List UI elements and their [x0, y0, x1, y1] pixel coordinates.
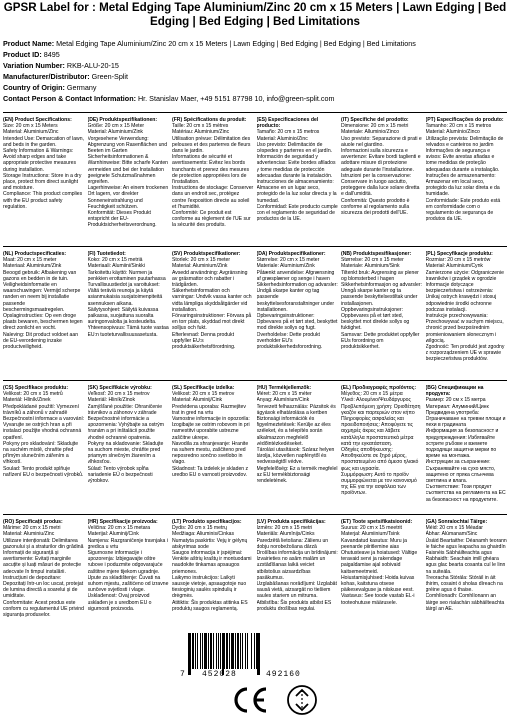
language-body: Suurus: 20 cm x 15 meetrit Materjal: Alumiinium/Tsink Kavandatud kasutus: Muru ja peenarde piiritlemine aias Ohutusteave ja hoiatused: Vältige teravaid servi ja rakendage paigaldamise ajal sobivaid kaitsemeetmeid. Hoiustamisjuhised: Hoida kuivas kohas, kaitstuna otsese päikesevalguse ja niiskuse eest. Vastavus: See toode vastab EL-i tooteohutuse määrusele. [341, 525, 418, 606]
language-heading: (EL) Προδιαγραφές προϊόντος: [341, 385, 417, 391]
language-body: Dimensione: 20 cm x 15 metri Materiale: Alluminio/Zinco Uso previsto: Separazione di prati e aiuole nel giardino. Informazioni sulla sicurezza e avvertenze: Evitare bordi taglienti e adottare misure di protezione adeguate durante l'installazione. Istruzioni per la conservazione: Conservare in luogo asciutto, proteggere dalla luce solare diretta e dall'umidità. Conformità: Questo prodotto è conforme al regolamento sulla sicurezza dei prodotti dell'UE. [341, 123, 422, 217]
language-block [257, 519, 339, 636]
language-body: Tamanho: 20 cm x 15 metros Material: Alumínio/Zinco Utilização prevista: Delimitação de relvados e canteiros no jardim Informações de segurança e avisos: Evite arestas afiadas e tome medidas de proteção adequadas durante a instalação. Instruções de armazenamento: Armazenar em local seco, protegido da luz solar direta e da humidade. Conformidade: Este produto está em conformidade com o regulamento de segurança de produtos da UE. [425, 123, 504, 223]
product-info-label: Manufacturer/Distributor: [3, 72, 90, 81]
language-heading: (NB) Produktspesifikasjoner: [341, 251, 412, 257]
label-title: GPSR Label for : Metal Edging Tape Aluminium/Zinc 20 cm x 15 Meters | Lawn Edging | Bed Edging | Bed Edging | Bed Limitations [3, 1, 507, 28]
language-body: Veľkosť: 20 cm x 15 metrov Materiál: Hliník/Zinok Zamýšľané použitie: Ohraničenie trávnikov a záhonov v záhrade Bezpečnostné informácie a upozornenia: Vyhýbajte sa ostrým hranám a pri inštalácii použite vhodné ochranné opatrenia. Pokyny na skladovanie: Skladujte na suchom mieste, chráňte pred priamym slnečným žiarením a vlhkosťou. Súlad: Tento výrobok spĺňa nariadenie EÚ o bezpečnosti výrobkov. [87, 391, 165, 485]
language-block [341, 251, 423, 380]
product-info-line [3, 49, 510, 60]
language-body: Rozmiar: 20 cm x 15 metrów Materiał: Aluminium/Cynk Zamierzone użycie: Odgraniczenie trawników i grządek w ogrodzie Informacje dotyczące bezpieczeństwa i ostrzeżenia: Unikaj ostrych krawędzi i stosuj odpowiednie środki ochronne podczas instalacji. Instrukcje przechowywania: Przechowywać w suchym miejscu, chronić przed bezpośrednim promieniowaniem słonecznym i wilgocią. Zgodność: Ten produkt jest zgodny z rozporządzeniem UE w sprawie bezpieczeństwa produktów. [425, 257, 505, 363]
language-body: Størrelse: 20 cm x 15 meter Materiale: Aluminium/Zink Påtænkt anvendelse: Afgrænsning af græsplæner og senge i haven Sikkerhedsinformation og advarsler: Undgå skarpe kanter og tag passende beskyttelsesforanstaltninger under installationen. Opbevaringsinstruktioner: Opbevares på et tørt sted, beskyttet mod direkte sollys og fugt. Overholdelse: Dette produkt overholder EU's produktsikkerhedsforordning. [256, 257, 338, 351]
product-info-label: Product ID: [3, 50, 42, 59]
language-block [341, 519, 423, 636]
language-body: Размер: 20 см x 15 метра Материал: Алуминий/Цинк Предвидена употреба: Ограничаване на тревни площи и лехи в градината Информация за безопасност и предупреждения: Избягвайте острите ръбове и вземете подходящи защитни мерки по време на монтажа. Инструкции за съхранение: Съхранявайте на сухо място, защитено от пряка слънчева светлина и влага. Съответствие: Този продукт съответства на регламента на ЕС за безопасност на продуктите. [425, 397, 506, 503]
language-body: Size: 20 cm x 15 Meters Material: Aluminium/Zinc Intended Use: Demarcation of lawn, and beds in the garden. Safety Information & Warnings: Avoid sharp edges and take appropriate protective measures during installation. Storage Instructions: Store in a dry place, protect from direct sunlight and moisture. Compliance: This product complies with the EU product safety regulation. [3, 123, 84, 210]
product-info [3, 38, 510, 104]
product-info-value: 8495 [43, 50, 60, 59]
compliance-marks [230, 684, 320, 718]
ce-mark-icon [230, 684, 270, 716]
language-block [257, 251, 339, 380]
language-body: Velikost: 20 cm x 15 metrů Materiál: Hliník/Zinek Předpokládané použití: Vymezení trávníků a záhonů v zahradě Bezpečnostní informace a varování: Vyvarujte se ostrých hran a při instalaci použijte vhodná ochranná opatření. Pokyny pro skladování: Skladujte na suchém místě, chraňte před přímým slunečním zářením a vlhkostí. Soulad: Tento produkt splňuje nařízení EU o bezpečnosti výrobků. [3, 391, 85, 478]
language-heading: (IT) Specifiche del prodotto: [341, 117, 409, 123]
language-heading: (ES) Especificaciones del producto: [256, 117, 319, 130]
language-heading: (SK) Špecifikácie výrobku: [87, 385, 152, 391]
language-body: Tamaño: 20 cm x 15 metros Material: Aluminio/Zinc Uso previsto: Delimitación de céspedes y parterres en el jardín. Información de seguridad y advertencias: Evite bordes afilados y tome medidas de protección adecuadas durante la instalación. Instrucciones de almacenamiento: Almacene en un lugar seco, protegido de la luz solar directa y la humedad. Conformidad: Este producto cumple con el reglamento de seguridad de productos de la UE. [256, 129, 338, 223]
product-info-line [3, 60, 510, 71]
language-heading: (BG) Спецификации на продукта: [425, 385, 484, 398]
language-row [0, 113, 510, 246]
barcode-bars [188, 633, 322, 671]
language-block [172, 251, 254, 380]
language-block [426, 519, 508, 636]
product-info-line [3, 38, 510, 49]
language-block [341, 385, 423, 514]
language-heading: (NL) Productspecificaties: [3, 251, 67, 257]
language-block [426, 251, 508, 380]
product-info-label: Variation Number: [3, 61, 65, 70]
recycle-icon [286, 684, 318, 716]
language-heading: (LV) Produkta specifikācijas: [256, 519, 326, 525]
language-heading: (FI) Tuotetiedot: [87, 251, 126, 257]
language-body: Méret: 20 cm x 15 méter Anyag: Alumínium/Cink Tervezett felhasználás: Pázsitok és ágyások elhatárolása a kertben Biztonsági információk és figyelmeztetések: Kerülje az éles széleket, és a telepítés során alkalmazzon megfelelő védőintézkedéseket. Tárolási utasítások: Száraz helyen tárolja, közvetlen napfénytől és nedvességtől védve. Megfelelőség: Ez a termék megfelel az EU termékbiztonsági rendeletének. [256, 391, 338, 485]
language-block [88, 519, 170, 636]
language-row [0, 515, 510, 636]
language-block [3, 117, 85, 246]
language-heading: (HU) Termékjellemzők: [256, 385, 312, 391]
language-heading: (RO) Specificații produs: [3, 519, 63, 525]
language-body: Storlek: 20 cm x 15 meter Material: Aluminium/Zink Avsedd användning: Avgränsning av gräsmattor och rabatter i trädgården. Säkerhetsinformation och varningar: Undvik vassa kanter och vidta lämpliga skyddsåtgärder vid installation. Förvaringsinstruktioner: Förvara på en torr plats, skyddad mot direkt solljus och fukt. Efterlevnad: Denna produkt uppfyller EU:s produktsäkerhetsförordning. [172, 257, 252, 351]
language-block [172, 519, 254, 636]
ean-barcode [180, 633, 330, 685]
language-block [3, 251, 85, 380]
language-heading: (PL) Specyfikacje produktu: [425, 251, 493, 257]
language-body: Mărime: 20 cm x 15 metri Material: Aluminiu/Zinc Utilizare intenționată: Delimitarea gazonului și a straturilor din grădină Informații de siguranță și avertismente: Evitați marginile ascuțite și luați măsuri de protecție adecvate în timpul instalării. Instrucțiuni de depozitare: Depozitați într-un loc uscat, protejat de lumina directă a soarelui și de umiditate. Conformitate: Acest produs este conform cu regulamentul UE privind siguranța produselor. [3, 525, 84, 619]
language-block [88, 385, 170, 514]
language-heading: (FR) Spécifications du produit: [172, 117, 247, 123]
language-heading: (LT) Produkto specifikacijos: [172, 519, 242, 525]
language-block [257, 117, 339, 246]
language-heading: (DA) Produktspecifikationer: [256, 251, 326, 257]
product-info-line [3, 71, 510, 82]
language-heading: (CS) Specifikace produktu: [3, 385, 69, 391]
language-heading: (DE) Produktspezifikationen: [87, 117, 158, 123]
language-heading: (HR) Specifikacije proizvoda: [87, 519, 158, 525]
language-body: Dydis: 20 cm x 15 metrų Medžiaga: Aliuminis/Cinkas Numatyta paskirtis: Vejų ir gėlynų atskyrimas sode Saugos informacija ir įspėjimai: Venkite aštrių kraštų ir montuodami naudokite tinkamas apsaugos priemones. Laikymo instrukcijos: Laikyti sausoje vietoje, apsaugotoje nuo tiesioginių saulės spindulių ir drėgmės. Atitiktis: Šis produktas atitinka ES produktų saugos reglamentą. [172, 525, 252, 612]
language-row [0, 381, 510, 514]
language-body: Größe: 20 cm x 15 Meter Material: Aluminium/Zink Vorgesehene Verwendung: Abgrenzung von Rasenflächen und Beeten im Garten Sicherheitsinformationen & Warnhinweise: Bitte scharfe Kanten vermeiden und bei der Installation geeignete Schutzmaßnahmen ergreifen. Lagerhinweise: An einem trockenen Ort lagern, vor direkter Sonneneinstrahlung und Feuchtigkeit schützen. Konformität: Dieses Produkt entspricht der EU-Produktsicherheitsverordnung. [87, 123, 169, 229]
language-heading: (EN) Product Specifications: [3, 117, 72, 123]
language-heading: (PT) Especificações do produto: [425, 117, 504, 123]
product-info-label: Country of Origin: [3, 83, 65, 92]
language-block [172, 385, 254, 514]
language-block [88, 117, 170, 246]
product-info-line [3, 93, 510, 104]
product-info-label: Contact Person & Contact Information: [3, 94, 136, 103]
language-body: Μέγεθος: 20 cm x 15 μέτρα Υλικό: Αλουμίνιο/Ψευδάργυρος Προβλεπόμενη χρήση: Οριοθέτηση γκαζόν και παρτεριών στον κήπο Πληροφορίες ασφαλείας και προειδοποιήσεις: Αποφύγετε τις αιχμηρές άκρες και λάβετε κατάλληλα προστατευτικά μέτρα κατά την εγκατάσταση. Οδηγίες αποθήκευσης: Αποθηκεύστε σε ξηρό μέρος, προστατευμένο από άμεσο ηλιακό φως και υγρασία. Συμμόρφωση: Αυτό το προϊόν συμμορφώνεται με τον κανονισμό της ΕΕ για την ασφάλεια των προϊόντων. [341, 391, 421, 497]
language-block [172, 117, 254, 246]
barcode-left-digits: 452028 [202, 670, 237, 679]
product-info-value: Metal Edging Tape Aluminium/Zinc 20 cm x 15 Meters | Lawn Edging | Bed Edging | Bed Edging | Bed Limitations [56, 39, 416, 48]
language-block [341, 117, 423, 246]
language-heading: (GA) Sonraíochtaí Táirge: [425, 519, 488, 525]
language-heading: (SL) Specifikacije izdelka: [172, 385, 235, 391]
language-body: Izmērs: 20 cm x 15 metri Materiāls: Alumīnijs/Cinks Paredzētā lietošana: Zālienu un dobju norobežošana dārzā Drošības informācija un brīdinājumi: Izvairieties no asām malām un uzstādīšanas laikā veiciet atbilstošus aizsardzības pasākumus. Uzglabāšanas norādījumi: Uzglabāt sausā vietā, aizsargāt no tiešiem saules stariem un mitruma. Atbilstība: Šis produkts atbilst ES produktu drošības regulai. [256, 525, 338, 612]
language-block [88, 251, 170, 380]
product-info-value: Germany [66, 83, 97, 92]
product-info-label: Product Name: [3, 39, 55, 48]
language-row [0, 247, 510, 380]
product-info-value: Hr. Stanislav Maer, +49 5151 87798 10, info@green-split.com [137, 94, 335, 103]
language-block [257, 385, 339, 514]
barcode-lead-digit: 7 [180, 670, 185, 679]
product-info-value: RKB-ALU-20-15 [66, 61, 119, 70]
product-info-value: Green-Split [91, 72, 129, 81]
language-body: Méid: 20 cm x 15 Méadar Ábhar: Alúmanam/Sinc Úsáid Beartaithe: Déanamh teorann le faiche agus leapacha sa ghairdín Faisnéis Sábháilteachta agus Rabhaidh: Seachain imill ghéara agus glac bearta cosanta cuí le linn na suiteála. Treoracha Stórála: Stóráil in áit thirim, cosaint ó sholas díreach na gréine agus ó thaise. Comhlíonadh: Comhlíonann an táirge seo rialachán sábháilteachta táirgí an AE. [425, 525, 507, 612]
language-block [426, 385, 508, 514]
barcode-bar [259, 633, 260, 675]
barcode-right-digits: 492160 [266, 670, 301, 679]
language-block [426, 117, 508, 246]
language-body: Størrelse: 20 cm x 15 meter Materiale: Aluminium/Sink Tiltenkt bruk: Avgrensing av plener og blomsterbed i hagen Sikkerhetsinformasjon og advarsler: Unngå skarpe kanter og ta passende beskyttelsestiltak under installasjonen. Oppbevaringsinstruksjoner: Oppbevares på et tørt sted, beskyttet mot direkte sollys og fuktighet. Samsvar: Dette produktet oppfyller EUs forordning om produktsikkerhet. [341, 257, 422, 351]
language-body: Koko: 20 cm x 15 metriä Materiaali: Alumiini/Sinkki Tarkoitettu käyttö: Nurmen ja penkkien erottaminen puutarhassa Turvallisuustiedot ja varoitukset: Vältä teräviä reunoja ja käytä asianmukaisia suojatoimenpiteitä asennuksen aikana. Säilytysohjeet: Säilytä kuivassa paikassa, suojattuna suoralta auringonvalolta ja kosteudelta. Yhteensopivuus: Tämä tuote vastaa EU:n tuoteturvallisuusasetusta. [87, 257, 169, 338]
language-heading: (SV) Produktspecifikationer: [172, 251, 241, 257]
language-block [3, 519, 85, 636]
language-body: Taille: 20 cm x 15 mètres Matériau: Aluminium/Zinc Utilisation prévue: Délimitation des pelouses et des parterres de fleurs dans le jardin. Informations de sécurité et avertissements: Évitez les bords tranchants et prenez des mesures de protection appropriées lors de l'installation. Instructions de stockage: Conserver dans un endroit sec, protégez contre l'exposition directe au soleil et l'humidité. Conformité: Ce produit est conforme au règlement de l'UE sur la sécurité des produits. [172, 123, 254, 229]
language-block [3, 385, 85, 514]
language-body: Maat: 20 cm x 15 meter Materiaal: Aluminium/Zink Beoogd gebruik: Afbakening van gazons en bedden in de tuin. Veiligheidsinformatie en waarschuwingen: Vermijd scherpe randen en neem bij installatie passende beschermingsmaatregelen. Opslaginstructies: Op een droge plaats bewaren, beschermen tegen direct zonlicht en vocht. Naleving: Dit product voldoet aan de EU-verordening inzake productveiligheid. [3, 257, 83, 351]
language-heading: (ET) Toote spetsifikatsioonid: [341, 519, 413, 525]
language-body: Velikost: 20 cm x 15 metrov Material: Aluminij/Cink Predvidena uporaba: Razmejitev trat in gred na vrtu Varnostne informacije in opozorila: Izogibajte se ostrim robovom in pri namestitvi uporabite ustrezne zaščitne ukrepe. Navodila za shranjevanje: Hranite na suhem mestu, zaščiteno pred neposredno sončno svetlobo in vlago. Skladnost: Ta izdelek je skladen z uredbo EU o varnosti proizvodov. [172, 391, 250, 478]
product-info-line [3, 82, 510, 93]
language-body: Veličina: 20 cm x 15 metara Materijal: Aluminij/Cink Namjena: Razgraničenje travnjaka i gredica u vrtu Sigurnosne informacije i upozorenja: Izbjegavajte oštre rubove i poduzmite odgovarajuće zaštitne mjere tijekom ugradnje. Upute za skladištenje: Čuvati na suhom mjestu, zaštićeno od izravne sunčeve svjetlosti i vlage. Usklađenost: Ovaj proizvod usklađen je s uredbom EU o sigurnosti proizvoda. [87, 525, 169, 612]
